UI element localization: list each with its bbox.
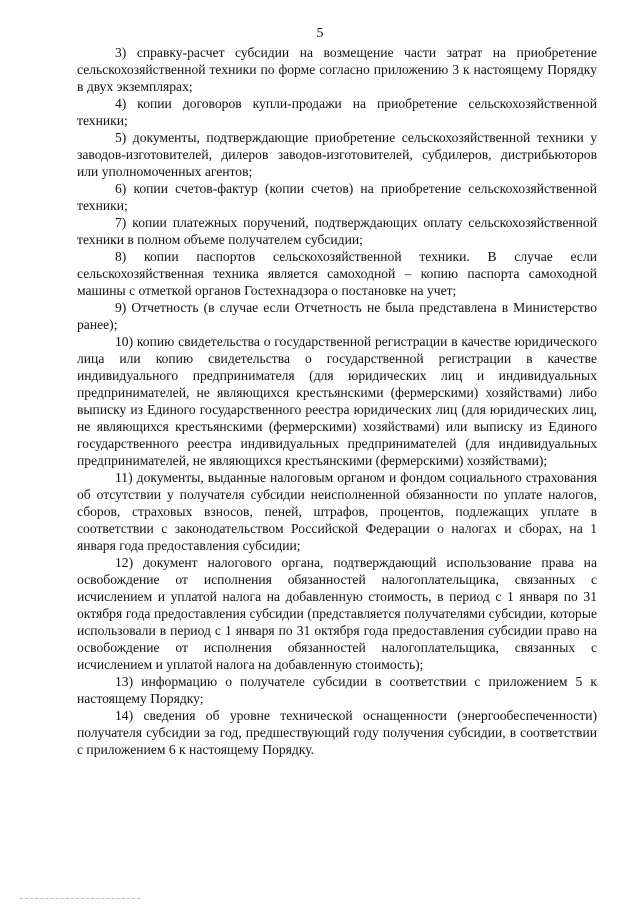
list-item-9: 9) Отчетность (в случае если Отчетность не была представлена в Министерство ранее); <box>77 300 597 332</box>
list-item-7: 7) копии платежных поручений, подтверждающих оплату сельскохозяйственной техники в полном объеме получателем субсидии; <box>77 215 597 247</box>
list-item-8: 8) копии паспортов сельскохозяйственной техники. В случае если сельскохозяйственная техника является самоходной – копию паспорта самоходной машины с отметкой органов Гостехнадзора о постановке на учет; <box>77 249 597 298</box>
list-item-13: 13) информацию о получателе субсидии в соответствии с приложением 5 к настоящему Порядку; <box>77 674 597 706</box>
list-item-4: 4) копии договоров купли-продажи на приобретение сельскохозяйственной техники; <box>77 96 597 128</box>
page-number: 5 <box>316 26 324 41</box>
list-item-10: 10) копию свидетельства о государственной регистрации в качестве юридического лица или копию свидетельства о государственной регистрации в качестве индивидуального предпринимателя (для юридических лиц и индивидуальных предпринимателей, не являющихся крестьянскими (фермерскими) хозяйствами) либо выписку из Единого государственного реестра юридических лиц (для юридических лиц, не являющихся крестьянскими (фермерскими) хозяйствами) или выписку из Единого государственного реестра индивидуальных предпринимателей (для индивидуальных предпринимателей, не являющихся крестьянскими (фермерскими) хозяйствами); <box>77 334 597 468</box>
list-item-11: 11) документы, выданные налоговым органом и фондом социального страхования об отсутствии у получателя субсидии неисполненной обязанности по уплате налогов, сборов, страховых взносов, пеней, штрафов, процентов, подлежащих уплате в соответствии с законодательством Российской Федерации о налогах и сборах, на 1 января года предоставления субсидии; <box>77 470 597 553</box>
list-item-12: 12) документ налогового органа, подтверждающий использование права на освобождение от исполнения обязанностей налогоплательщика, связанных с исчислением и уплатой налога на добавленную стоимость, в период с 1 января по 31 октября года предоставления субсидии (представляется получателями субсидии, которые использовали в период с 1 января по 31 октября года предоставления субсидии право на освобождение от исполнения обязанностей налогоплательщика, связанных с исчислением и уплатой налога на добавленную стоимость); <box>77 555 597 672</box>
list-item-6: 6) копии счетов-фактур (копии счетов) на приобретение сельскохозяйственной техники; <box>77 181 597 213</box>
list-item-14: 14) сведения об уровне технической оснащенности (энергообеспеченности) получателя субсидии за год, предшествующий году получения субсидии, в соответствии с приложением 6 к настоящему Порядку. <box>77 708 597 757</box>
document-body <box>77 44 597 758</box>
list-item-5: 5) документы, подтверждающие приобретение сельскохозяйственной техники у заводов-изготовителей, дилеров заводов-изготовителей, субдилеров, дистрибьюторов или уполномоченных агентов; <box>77 130 597 179</box>
scan-artifact-line <box>20 898 140 899</box>
list-item-3: 3) справку-расчет субсидии на возмещение части затрат на приобретение сельскохозяйственной техники по форме согласно приложению 3 к настоящему Порядку в двух экземплярах; <box>77 45 597 94</box>
